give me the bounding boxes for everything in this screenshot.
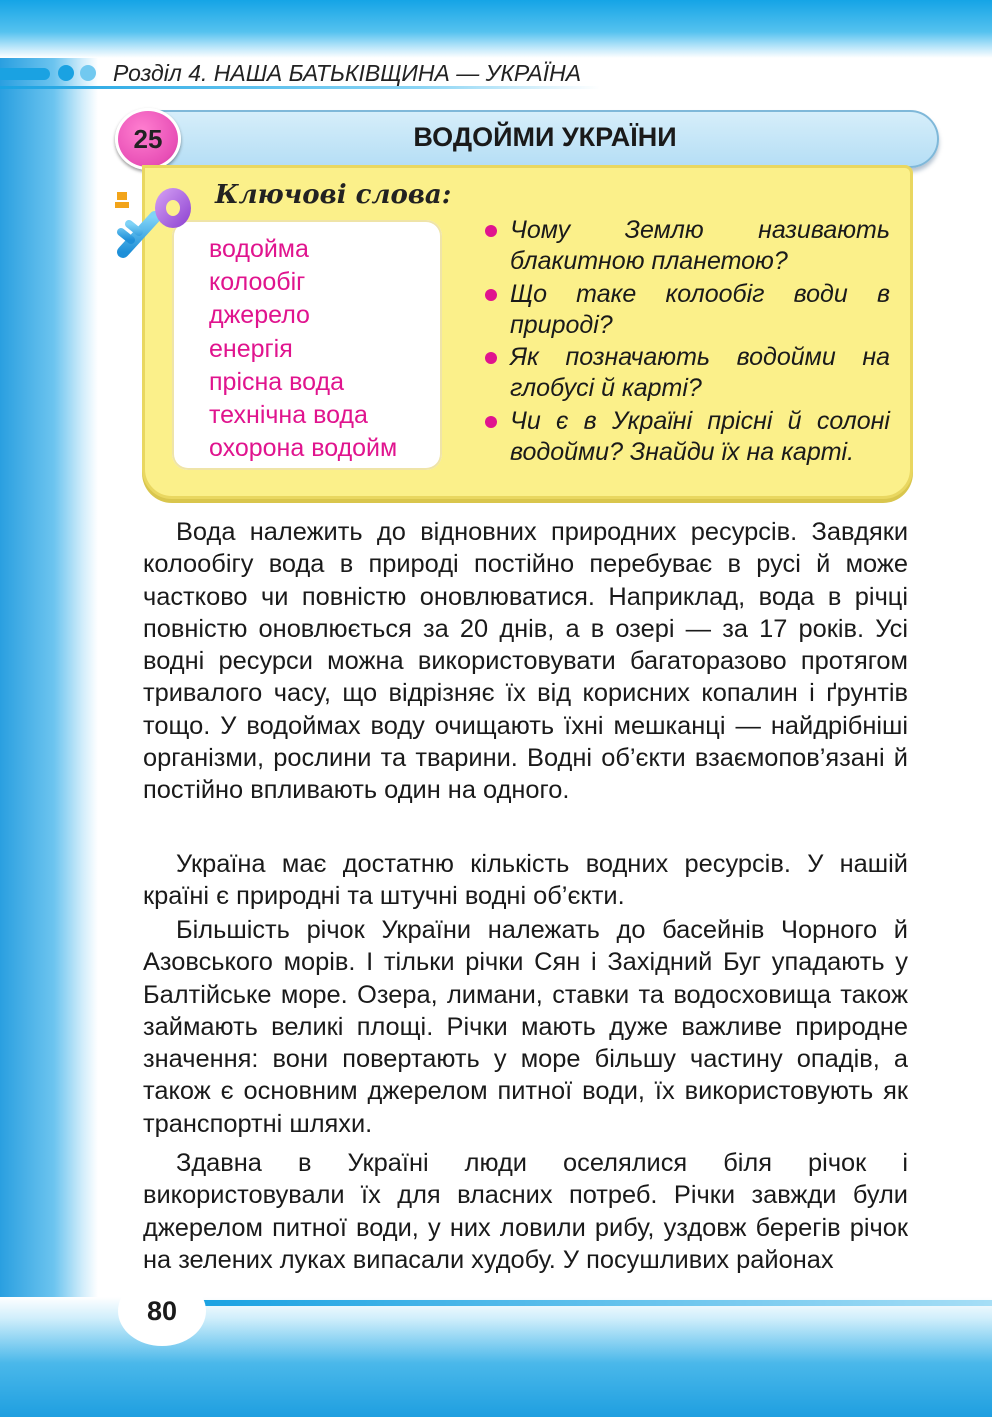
section-title: Розділ 4. НАША БАТЬКІВЩИНА — УКРАЇНА	[113, 60, 582, 86]
keyword: водойма	[209, 235, 309, 263]
keyword: охорона водойм	[209, 434, 398, 462]
left-decor-strip	[0, 0, 98, 1417]
lesson-number: 25	[115, 108, 181, 170]
lesson-title: ВОДОЙМИ УКРАЇНИ	[413, 122, 677, 152]
question: Чому Землю називають блакитною планетою?	[510, 216, 890, 275]
keyword: джерело	[209, 301, 310, 329]
key-icon	[105, 182, 205, 262]
question-bullet	[485, 416, 497, 428]
question-bullet	[485, 352, 497, 364]
keyword: технічна вода	[209, 401, 368, 429]
question: Що таке колообіг води в природі?	[510, 280, 890, 339]
keywords-title: Ключові слова:	[215, 180, 452, 210]
page-number: 80	[118, 1276, 206, 1346]
header-dot	[58, 65, 74, 81]
keyword: колообіг	[209, 268, 306, 296]
body-paragraph: Здавна в Україні люди оселялися біля річок і використовували їх для власних потреб. Річки завжди були джерелом питної води, у них ловили рибу, уздовж берегів річок на зелених луках випасали худобу. У посушливих районах	[143, 1149, 908, 1274]
question-bullet	[485, 289, 497, 301]
header-accent-line	[0, 68, 50, 80]
body-paragraph: Вода належить до відновних природних ресурсів. Завдяки колообігу вода в природі постійно перебуває в русі й може частково чи повністю оновлюватися. Наприклад, вода в річці повністю оновлюється за 20 днів, а в озері — за 17 років. Усі водні ресурси можна використовувати багаторазово протягом тривалого часу, що відрізняє їх від корисних копалин і ґрунтів тощо. У водоймах воду очищають їхні мешканці — найдрібніші організми, рослини та тварини. Водні об’єкти взаємопов’язані й постійно впливають один на одного.	[143, 518, 908, 805]
question-bullet	[485, 225, 497, 237]
keyword: прісна вода	[209, 368, 344, 396]
body-paragraph: Більшість річок України належать до басейнів Чорного й Азовського морів. І тільки річки Сян і Західний Буг упадають у Балтійське море. Озера, лимани, ставки та водосховища також займають великі площі. Річки мають дуже важливе природне значення: вони повертають у море більшу частину опадів, а також є основним джерелом питної води, їх використовують як транспортні шляхи.	[143, 916, 908, 1138]
question: Чи є в Україні прісні й солоні водойми? Знайди їх на карті.	[510, 407, 890, 466]
body-paragraph: Україна має достатню кількість водних ресурсів. У нашій країні є природні та штучні водні об’єкти.	[143, 850, 908, 911]
keyword: енергія	[209, 335, 293, 363]
footer-accent-line	[200, 1300, 992, 1306]
top-decor-band	[0, 0, 992, 58]
header-dot	[80, 65, 96, 81]
question: Як позначають водойми на глобусі й карті?	[510, 343, 890, 402]
